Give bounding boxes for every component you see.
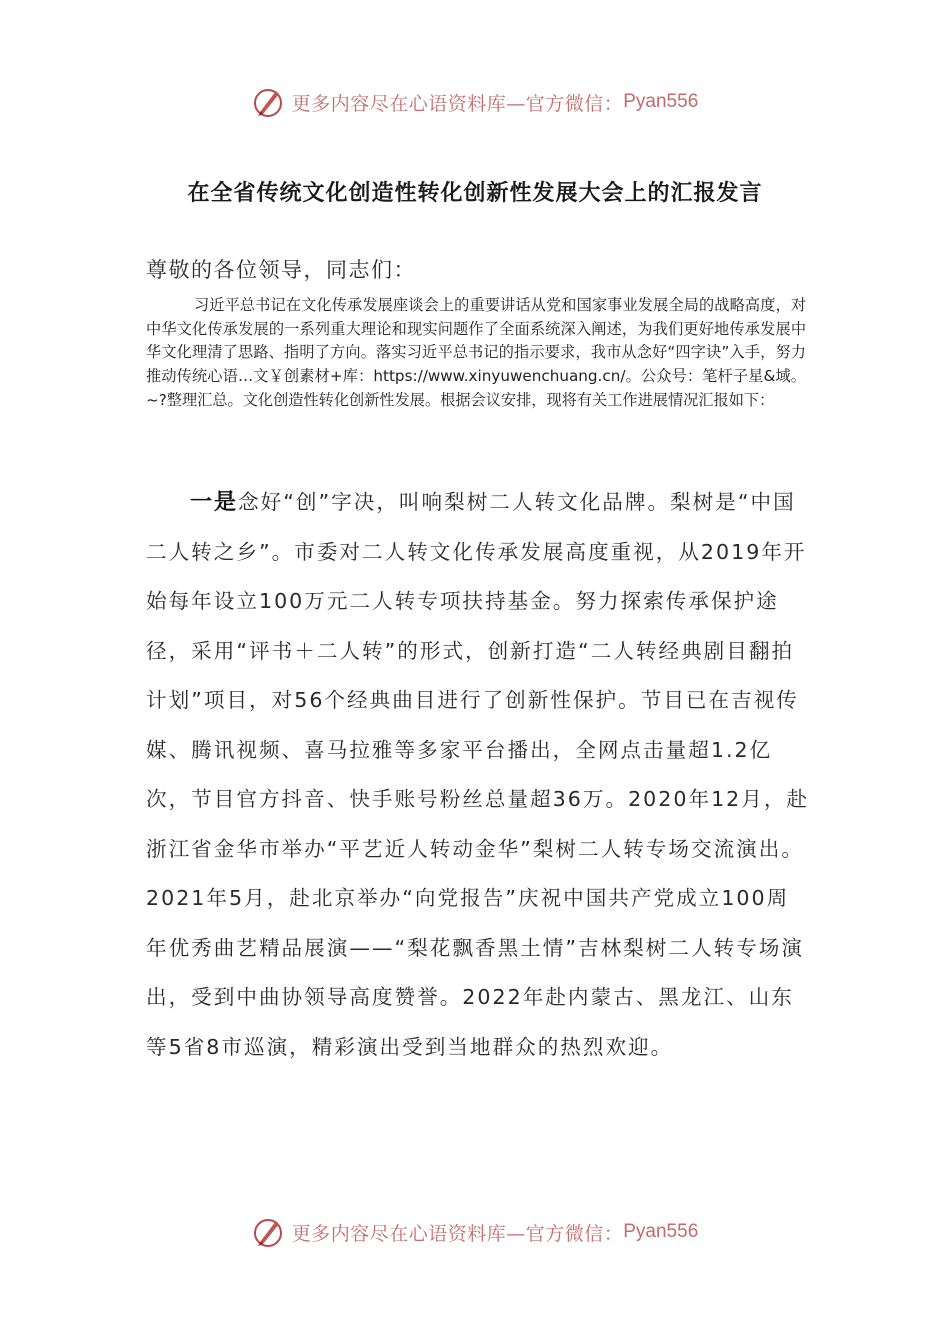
watermark-banner-bottom [0, 1212, 950, 1252]
salutation: 尊敬的各位领导，同志们： [146, 258, 416, 282]
section-one-lead: 一是 [190, 490, 239, 515]
watermark-text: 更多内容尽在心语资料库—官方微信： [291, 92, 624, 115]
watermark-banner-top [0, 82, 950, 122]
watermark-wechat-id: Pyan556 [623, 1221, 699, 1242]
section-one-body: 念好“创”字决，叫响梨树二人转文化品牌。梨树是“中国二人转之乡”。市委对二人转文化传承发展高度重视，从2019年开始每年设立100万元二人转专项扶持基金。努力探索传承保护途径，采用“评书＋二人转”的形式，创新打造“二人转经典剧目翻拍计划”项目，对56个经典曲目进行了创新性保护。节目已在吉视传媒、腾讯视频、喜马拉雅等多家平台播出，全网点击量超1.2亿次，节目官方抖音、快手账号粉丝总量超36万。2020年12月，赴浙江省金华市举办“平艺近人转动金华”梨树二人转专场交流演出。2021年5月，赴北京举办“向党报告”庆祝中国共产党成立100周年优秀曲艺精品展演——“梨花飘香黑土情”吉林梨树二人转专场演出，受到中曲协领导高度赞誉。2022年赴内蒙古、黑龙江、山东等5省8市巡演，精彩演出受到当地群众的热烈欢迎。 [146, 490, 810, 1059]
intro-paragraph: 习近平总书记在文化传承发展座谈会上的重要讲话从党和国家事业发展全局的战略高度，对中华文化传承发展的一系列重大理论和现实问题作了全面系统深入阐述，为我们更好地传承发展中华文化理清了思路、指明了方向。落实习近平总书记的指示要求，我市从念好“四字诀”入手，努力推动传统心语…文￥创素材+库：https://www.xinyuwenchuang.cn/。公众号：笔杆子星&域。~?整理汇总。文化创造性转化创新性发展。根据会议安排，现将有关工作进展情况汇报如下： [146, 296, 806, 409]
watermark-wechat-id: Pyan556 [623, 91, 699, 112]
watermark-text: 更多内容尽在心语资料库—官方微信： [291, 1222, 624, 1245]
page-title: 在全省传统文化创造性转化创新性发展大会上的汇报发言 [187, 181, 763, 206]
quill-pen-logo-icon [252, 85, 286, 119]
section-one-paragraph [146, 478, 810, 1072]
quill-pen-logo-icon [252, 1215, 286, 1249]
